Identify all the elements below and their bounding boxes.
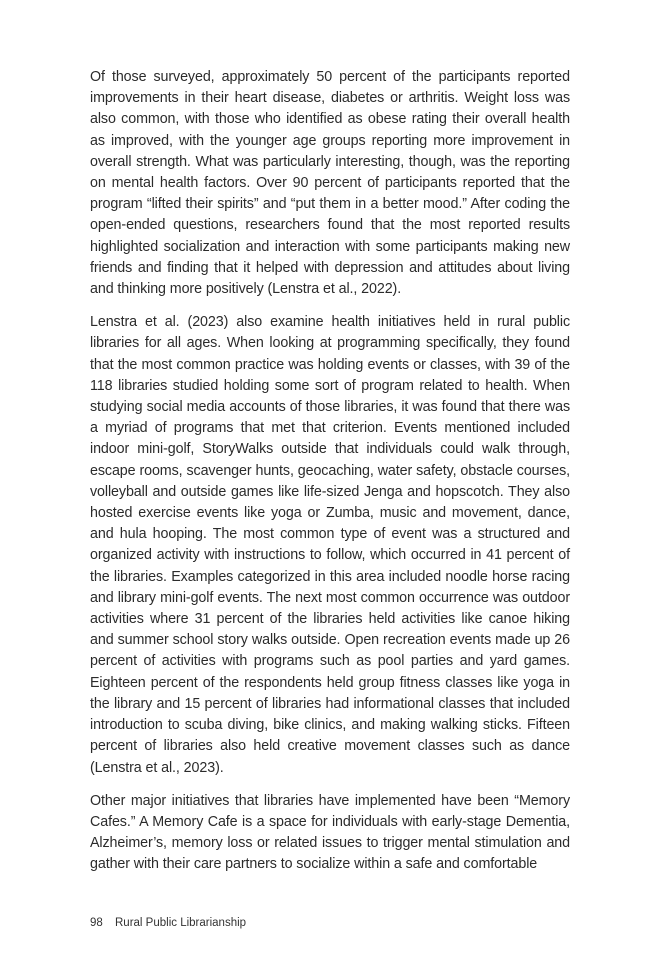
page-footer — [90, 917, 246, 929]
page-number: 98 — [90, 917, 103, 929]
body-text — [90, 67, 570, 888]
paragraph-survey-results: Of those surveyed, approximately 50 percent of the participants reported improvements in their heart disease, diabetes or arthritis. Weight loss was also common, with those who identified as obese rating their overall health as improved, with the younger age groups reporting more improvement in overall strength. What was particularly interesting, though, was the reporting on mental health factors. Over 90 percent of participants reported that the program “lifted their spirits” and “put them in a better mood.” After coding the open-ended questions, researchers found that the most reported results highlighted socialization and interaction with some participants making new friends and finding that it helped with depression and attitudes about living and thinking more positively (Lenstra et al., 2022). — [90, 69, 570, 298]
running-title: Rural Public Librarianship — [115, 917, 247, 929]
paragraph-health-initiatives: Lenstra et al. (2023) also examine health initiatives held in rural public libraries for all ages. When looking at programming specifically, they found that the most common practice was holding events or classes, with 39 of the 118 libraries studied holding some sort of program related to health. When studying social media accounts of those libraries, it was found that there was a myriad of programs that met that criterion. Events mentioned included indoor mini-golf, StoryWalks outside that individuals could walk through, escape rooms, scavenger hunts, geocaching, water safety, obstacle courses, volleyball and outside games like life-sized Jenga and hopscotch. They also hosted exercise events like yoga or Zumba, music and movement, dance, and hula hooping. The most common type of event was a structured and organized activity with instructions to follow, which occurred in 41 percent of the libraries. Examples categorized in this area included noodle horse racing and library mini-golf events. The next most common occurrence was outdoor activities where 31 percent of the libraries held activities like canoe hiking and summer school story walks outside. Open recreation events made up 26 percent of activities with programs such as pool parties and yard games. Eighteen percent of the respondents held group fitness classes like yoga in the library and 15 percent of libraries had informational classes that included introduction to scuba diving, bike clinics, and making walking sticks. Fifteen percent of libraries also held creative movement classes such as dance (Lenstra et al., 2023). — [90, 314, 570, 776]
paragraph-memory-cafes: Other major initiatives that libraries have implemented have been “Memory Cafes.” A Memory Cafe is a space for individuals with early-stage Dementia, Alzheimer’s, memory loss or related issues to trigger mental stimulation and gather with their care partners to socialize within a safe and comfortable — [90, 792, 570, 873]
